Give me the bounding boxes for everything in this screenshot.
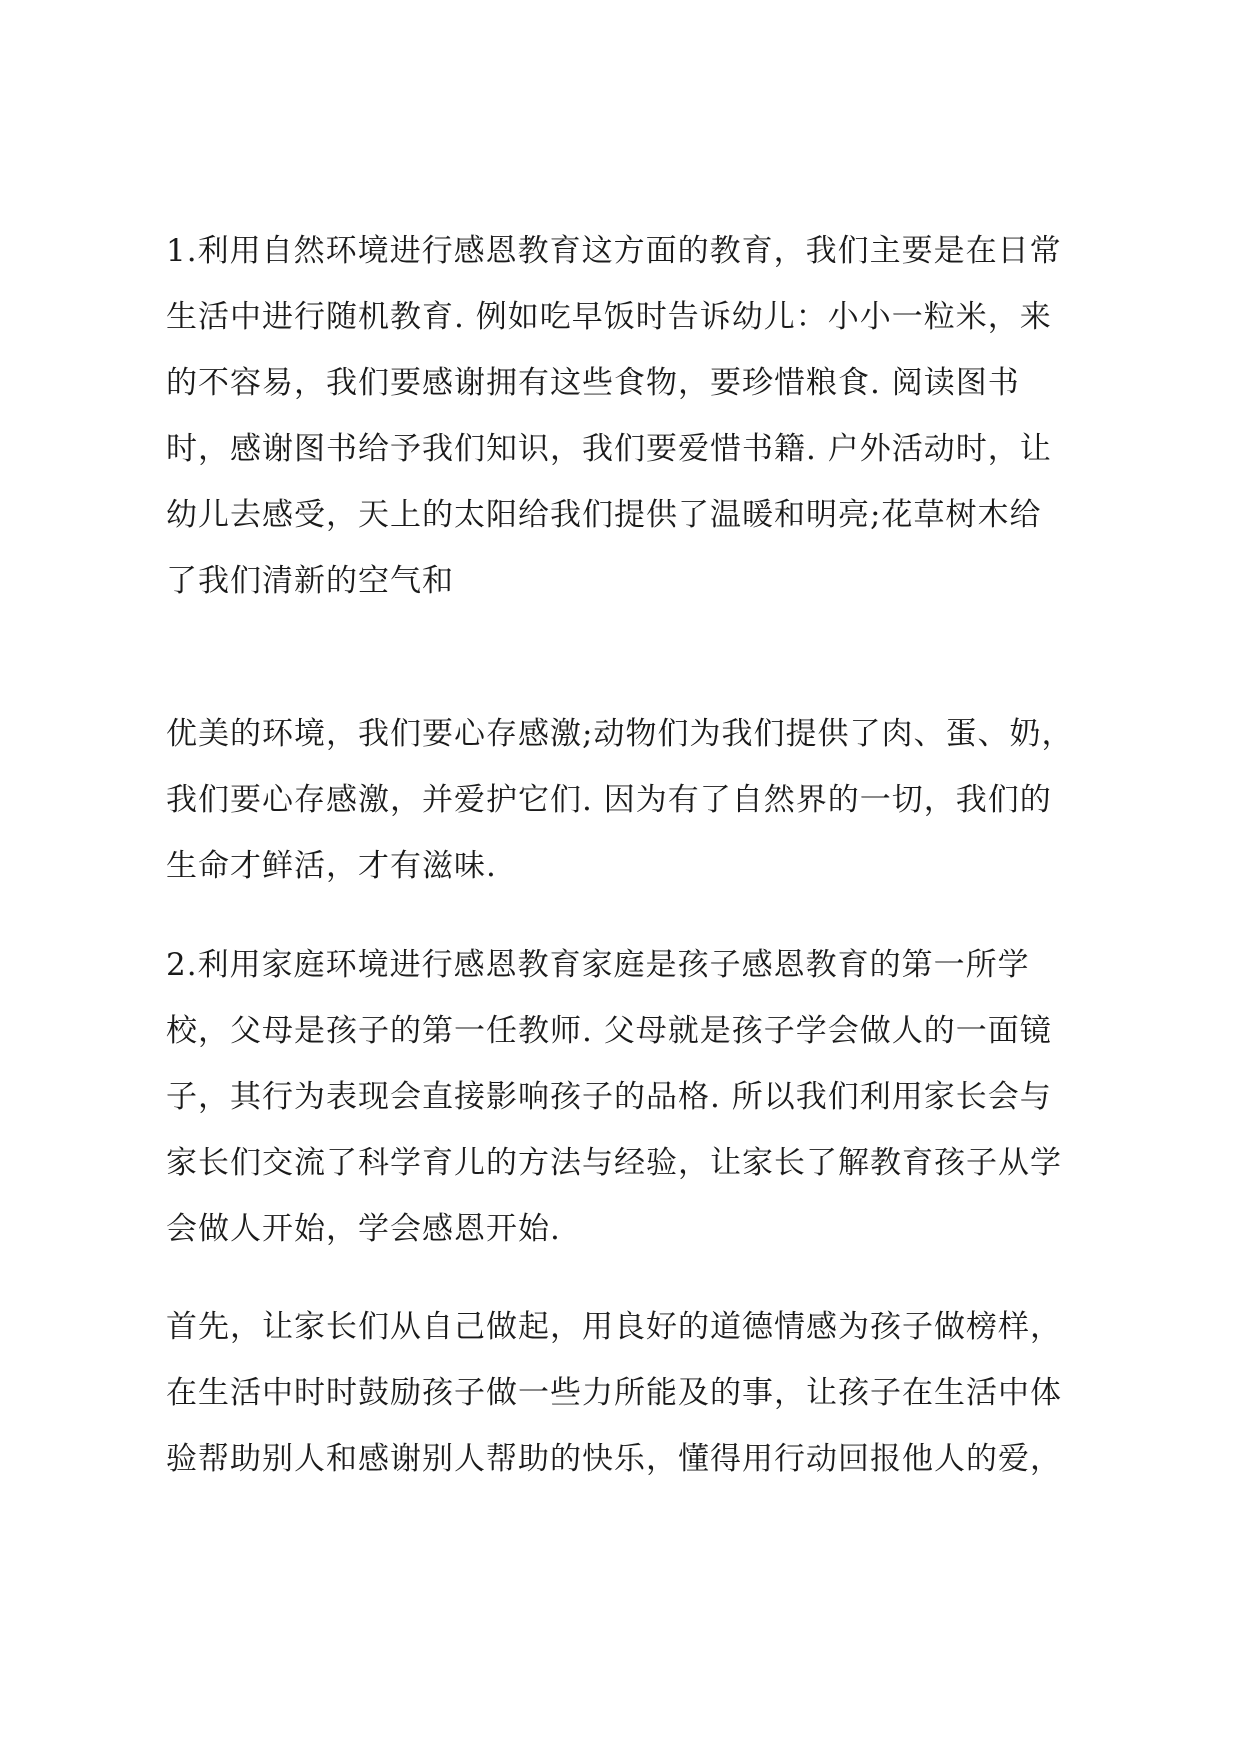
text-line: 优美的环境，我们要心存感激;动物们为我们提供了肉、蛋、奶， [166,716,1074,752]
paragraph-nature-education [166,218,1106,614]
text-line: 验帮助别人和感谢别人帮助的快乐，懂得用行动回报他人的爱， [166,1441,1062,1477]
text-line: 生命才鲜活，才有滋味. [166,848,497,884]
text-line: 校，父母是孩子的第一任教师. 父母就是孩子学会做人的一面镜 [166,1013,1052,1049]
text-line: 首先，让家长们从自己做起，用良好的道德情感为孩子做榜样， [166,1309,1062,1345]
text-line: 1.利用自然环境进行感恩教育这方面的教育，我们主要是在日常 [166,233,1062,269]
text-line: 家长们交流了科学育儿的方法与经验，让家长了解教育孩子从学 [166,1145,1062,1181]
text-line: 时，感谢图书给予我们知识，我们要爱惜书籍. 户外活动时，让 [166,431,1052,467]
text-line: 会做人开始，学会感恩开始. [166,1211,561,1247]
text-line: 的不容易，我们要感谢拥有这些食物，要珍惜粮食. 阅读图书 [166,365,1020,401]
paragraph-family-education [166,932,1106,1262]
text-line: 2.利用家庭环境进行感恩教育家庭是孩子感恩教育的第一所学 [166,947,1030,983]
text-line: 幼儿去感受，天上的太阳给我们提供了温暖和明亮;花草树木给 [166,497,1042,533]
paragraph-nature-continued [166,701,1106,899]
text-line: 在生活中时时鼓励孩子做一些力所能及的事，让孩子在生活中体 [166,1375,1062,1411]
text-line: 了我们清新的空气和 [166,563,454,599]
text-line: 我们要心存感激，并爱护它们. 因为有了自然界的一切，我们的 [166,782,1052,818]
paragraph-parents-example [166,1294,1106,1492]
text-line: 生活中进行随机教育. 例如吃早饭时告诉幼儿：小小一粒米，来 [166,299,1052,335]
text-line: 子，其行为表现会直接影响孩子的品格. 所以我们利用家长会与 [166,1079,1052,1115]
